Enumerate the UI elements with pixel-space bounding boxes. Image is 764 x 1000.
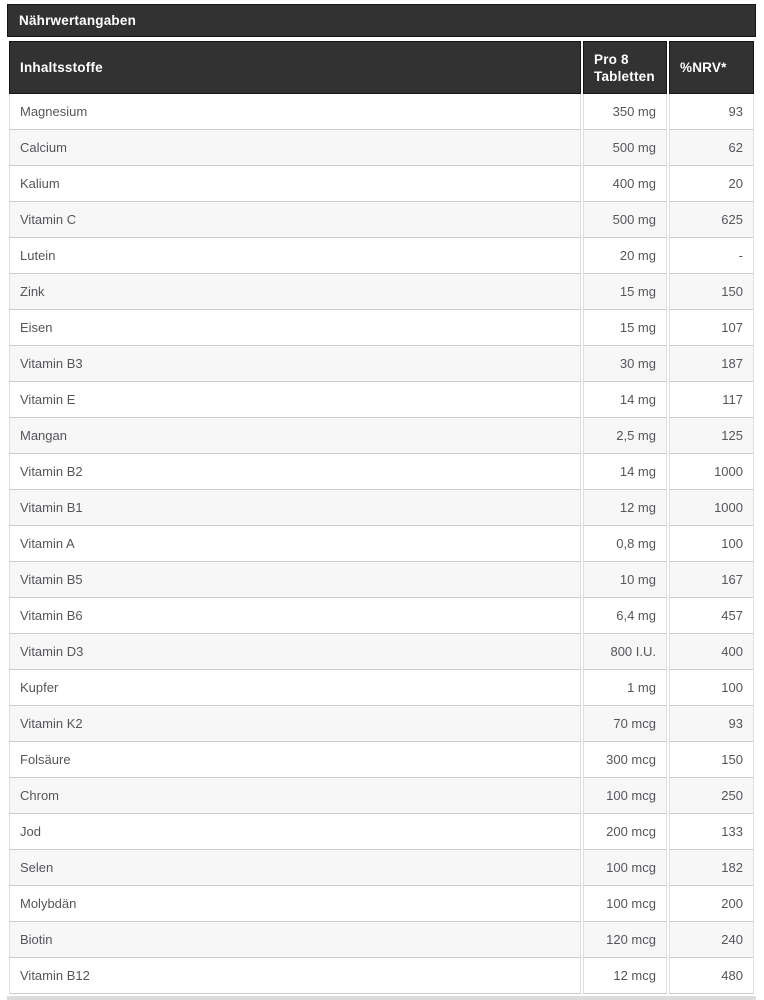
table-row (9, 958, 754, 994)
ingredient-name: Lutein (9, 238, 581, 274)
table-row (9, 778, 754, 814)
table-row (9, 814, 754, 850)
ingredient-name: Vitamin A (9, 526, 581, 562)
ingredient-amount: 1 mg (583, 670, 667, 706)
ingredient-name: Vitamin D3 (9, 634, 581, 670)
table-row (9, 310, 754, 346)
ingredient-amount: 15 mg (583, 274, 667, 310)
ingredient-name: Vitamin B6 (9, 598, 581, 634)
ingredient-name: Vitamin K2 (9, 706, 581, 742)
table-row (9, 922, 754, 958)
table-row (9, 598, 754, 634)
ingredient-amount: 120 mcg (583, 922, 667, 958)
ingredient-amount: 500 mg (583, 130, 667, 166)
ingredient-name: Vitamin B3 (9, 346, 581, 382)
table-row (9, 490, 754, 526)
ingredient-nrv: 480 (669, 958, 754, 994)
table-row (9, 202, 754, 238)
column-header-ingredient: Inhaltsstoffe (9, 41, 581, 94)
ingredient-nrv: 250 (669, 778, 754, 814)
ingredient-nrv: 200 (669, 886, 754, 922)
ingredient-amount: 12 mg (583, 490, 667, 526)
ingredient-amount: 300 mcg (583, 742, 667, 778)
ingredient-amount: 400 mg (583, 166, 667, 202)
ingredient-nrv: 150 (669, 742, 754, 778)
ingredient-name: Vitamin B2 (9, 454, 581, 490)
ingredient-amount: 15 mg (583, 310, 667, 346)
ingredient-nrv: 1000 (669, 454, 754, 490)
header-row (9, 41, 754, 94)
ingredient-nrv: 182 (669, 850, 754, 886)
table-row (9, 166, 754, 202)
ingredient-amount: 70 mcg (583, 706, 667, 742)
ingredient-nrv: 150 (669, 274, 754, 310)
ingredient-amount: 20 mg (583, 238, 667, 274)
ingredient-nrv: - (669, 238, 754, 274)
nutrition-table (7, 41, 756, 994)
table-row (9, 130, 754, 166)
ingredient-name: Selen (9, 850, 581, 886)
ingredient-nrv: 400 (669, 634, 754, 670)
ingredient-amount: 10 mg (583, 562, 667, 598)
table-row (9, 94, 754, 130)
ingredient-name: Magnesium (9, 94, 581, 130)
ingredient-amount: 14 mg (583, 454, 667, 490)
ingredient-name: Kupfer (9, 670, 581, 706)
ingredient-amount: 14 mg (583, 382, 667, 418)
table-row (9, 562, 754, 598)
table-row (9, 454, 754, 490)
ingredient-nrv: 240 (669, 922, 754, 958)
ingredient-amount: 500 mg (583, 202, 667, 238)
ingredient-amount: 350 mg (583, 94, 667, 130)
ingredient-amount: 200 mcg (583, 814, 667, 850)
table-row (9, 274, 754, 310)
ingredient-nrv: 625 (669, 202, 754, 238)
table-row (9, 850, 754, 886)
ingredient-nrv: 100 (669, 670, 754, 706)
ingredient-nrv: 117 (669, 382, 754, 418)
ingredient-nrv: 20 (669, 166, 754, 202)
table-row (9, 706, 754, 742)
ingredient-nrv: 93 (669, 706, 754, 742)
ingredient-amount: 12 mcg (583, 958, 667, 994)
ingredient-nrv: 1000 (669, 490, 754, 526)
ingredient-name: Vitamin B12 (9, 958, 581, 994)
ingredient-name: Chrom (9, 778, 581, 814)
ingredient-nrv: 93 (669, 94, 754, 130)
ingredient-name: Calcium (9, 130, 581, 166)
ingredient-name: Vitamin C (9, 202, 581, 238)
ingredient-amount: 0,8 mg (583, 526, 667, 562)
table-row (9, 238, 754, 274)
ingredient-name: Biotin (9, 922, 581, 958)
table-row (9, 634, 754, 670)
table-row (9, 382, 754, 418)
ingredient-amount: 6,4 mg (583, 598, 667, 634)
table-row (9, 886, 754, 922)
ingredient-nrv: 125 (669, 418, 754, 454)
ingredient-nrv: 133 (669, 814, 754, 850)
table-row (9, 418, 754, 454)
ingredient-amount: 100 mcg (583, 850, 667, 886)
column-header-nrv: %NRV* (669, 41, 754, 94)
ingredient-name: Eisen (9, 310, 581, 346)
ingredient-nrv: 100 (669, 526, 754, 562)
ingredient-name: Jod (9, 814, 581, 850)
ingredient-name: Molybdän (9, 886, 581, 922)
table-row (9, 670, 754, 706)
ingredient-name: Zink (9, 274, 581, 310)
ingredient-name: Vitamin E (9, 382, 581, 418)
table-row (9, 526, 754, 562)
ingredient-name: Kalium (9, 166, 581, 202)
ingredient-amount: 30 mg (583, 346, 667, 382)
ingredient-name: Mangan (9, 418, 581, 454)
ingredient-nrv: 167 (669, 562, 754, 598)
ingredient-name: Vitamin B1 (9, 490, 581, 526)
ingredient-nrv: 187 (669, 346, 754, 382)
table-row (9, 742, 754, 778)
ingredient-nrv: 107 (669, 310, 754, 346)
ingredient-amount: 800 I.U. (583, 634, 667, 670)
table-body (9, 94, 754, 994)
ingredient-amount: 100 mcg (583, 778, 667, 814)
ingredient-name: Vitamin B5 (9, 562, 581, 598)
column-header-per-serving: Pro 8 Tabletten (583, 41, 667, 94)
table-bottom-edge (7, 996, 756, 1000)
table-row (9, 346, 754, 382)
ingredient-name: Folsäure (9, 742, 581, 778)
ingredient-nrv: 457 (669, 598, 754, 634)
ingredient-amount: 100 mcg (583, 886, 667, 922)
ingredient-nrv: 62 (669, 130, 754, 166)
ingredient-amount: 2,5 mg (583, 418, 667, 454)
table-title: Nährwertangaben (7, 4, 756, 37)
